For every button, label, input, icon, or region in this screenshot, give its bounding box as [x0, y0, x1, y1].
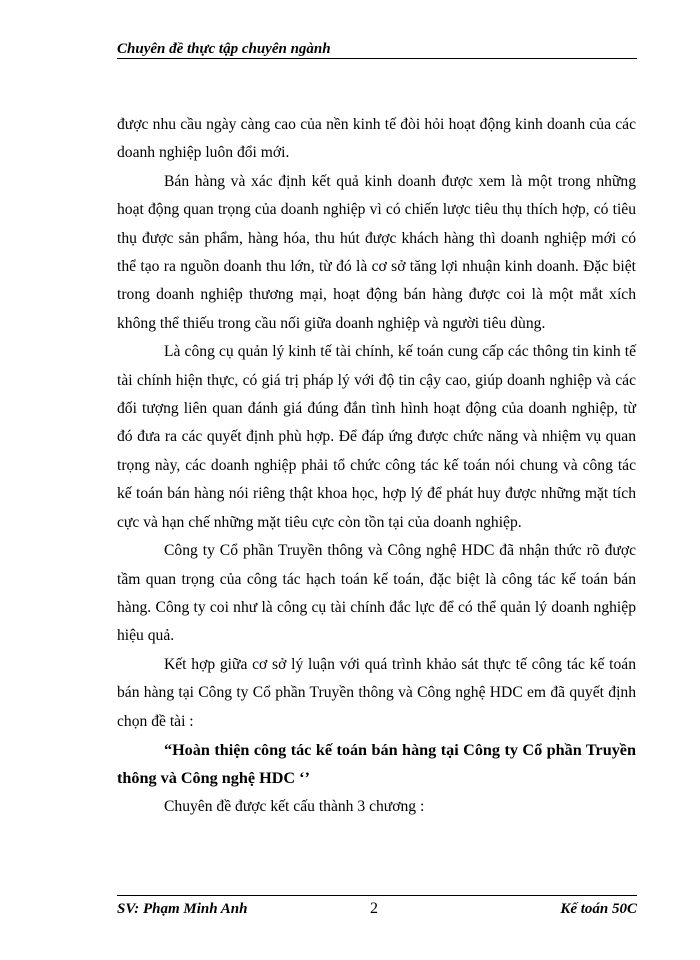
paragraph-company-awareness: Công ty Cổ phần Truyền thông và Công nghệ HDC đã nhận thức rõ được tầm quan trọng của công tác hạch toán kế toán, đặc biệt là công tác kế toán bán hàng. Công ty coi như là công cụ tài chính đắc lực để có thể quản lý doanh nghiệp hiệu quả. [117, 542, 636, 645]
paragraph-continuation: được nhu cầu ngày càng cao của nền kinh tế đòi hỏi hoạt động kinh doanh của các doanh nghiệp luôn đổi mới. [117, 116, 636, 162]
paragraph-topic-choice: Kết hợp giữa cơ sở lý luận với quá trình khảo sát thực tế công tác kế toán bán hàng tại Công ty Cổ phần Truyền thông và Công nghệ HDC em đã quyết định chọn đề tài : [117, 655, 636, 730]
header-rule [117, 58, 637, 59]
page-number: 2 [370, 900, 378, 916]
footer-author: SV: Phạm Minh Anh [117, 901, 248, 916]
running-footer [117, 900, 637, 916]
thesis-title: “Hoàn thiện công tác kế toán bán hàng tại Công ty Cổ phần Truyền thông và Công nghệ HDC ‘’ [117, 740, 636, 788]
paragraph-structure: Chuyên đề được kết cấu thành 3 chương : [164, 797, 425, 815]
footer-rule [117, 895, 637, 896]
paragraph-accounting-tool: Là công cụ quản lý kinh tế tài chính, kế toán cung cấp các thông tin kinh tế tài chính hiện thực, có giá trị pháp lý với độ tin cậy cao, giúp doanh nghiệp và các đối tượng liên quan đánh giá đúng đắn tình hình hoạt động của doanh nghiệp, từ đó đưa ra các quyết định phù hợp. Để đáp ứng được chức năng và nhiệm vụ quan trọng này, các doanh nghiệp phải tổ chức công tác kế toán nói chung và công tác kế toán bán hàng nói riêng thật khoa học, hợp lý để phát huy được những mặt tích cực và hạn chế những mặt tiêu cực còn tồn tại của doanh nghiệp. [117, 343, 636, 531]
document-body [117, 111, 636, 821]
paragraph-sales-importance: Bán hàng và xác định kết quả kinh doanh được xem là một trong những hoạt động quan trọng của doanh nghiệp vì có chiến lược tiêu thụ thích hợp, có tiêu thụ được sản phẩm, hàng hóa, thu hút được khách hàng thì doanh nghiệp mới có thể tạo ra nguồn doanh thu lớn, từ đó là cơ sở tăng lợi nhuận kinh doanh. Đặc biệt trong doanh nghiệp thương mại, hoạt động bán hàng được coi là một mắt xích không thể thiếu trong cầu nối giữa doanh nghiệp và người tiêu dùng. [117, 172, 636, 332]
footer-class: Kế toán 50C [560, 901, 637, 916]
running-header: Chuyên đề thực tập chuyên ngành [117, 41, 331, 56]
